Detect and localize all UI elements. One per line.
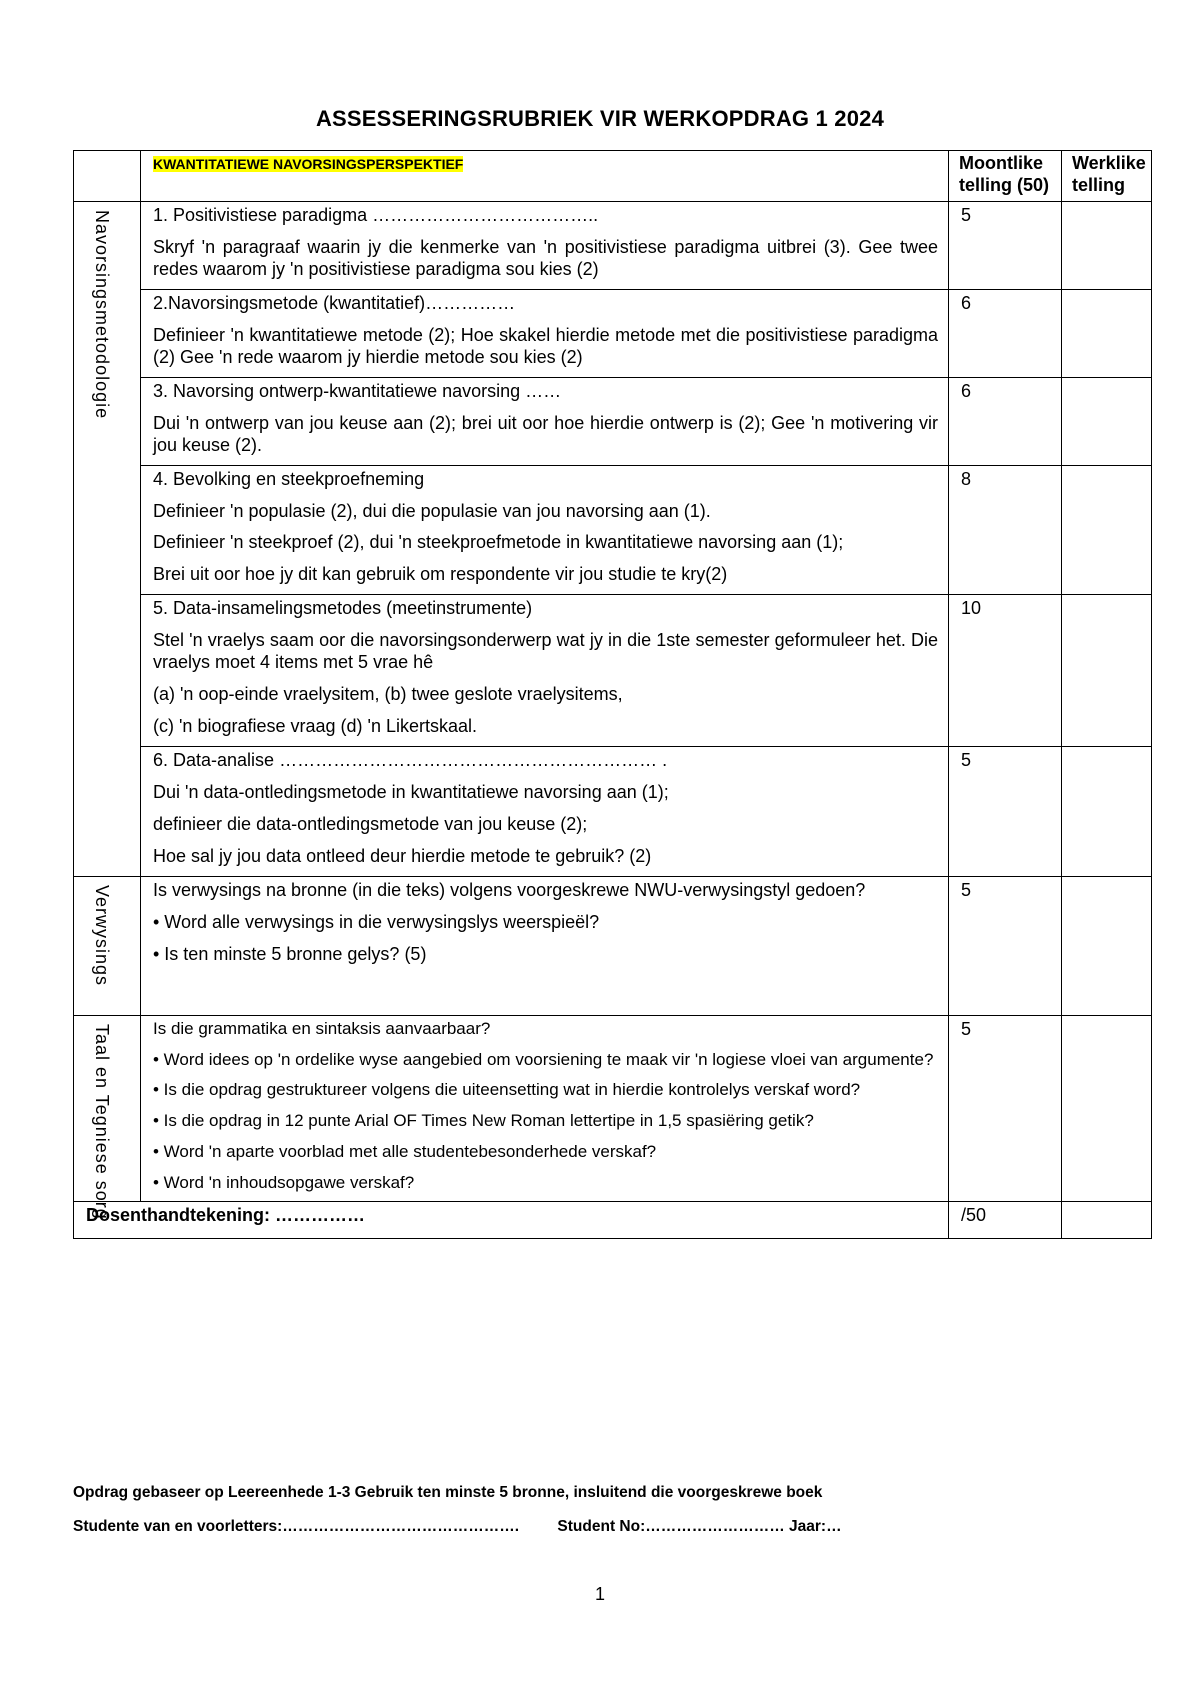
table-row: [74, 465, 1152, 595]
criterion-text: Definieer 'n kwantitatiewe metode (2); Hoe skakel hierdie metode met die positivistiese paradigma (2) Gee 'n rede waarom jy hierdie metode sou kies (2): [153, 324, 938, 367]
actual-score-cell[interactable]: [1062, 747, 1152, 877]
criterion-heading: 2.Navorsingsmetode (kwantitatief)……………: [153, 292, 516, 313]
criterion-cell: [141, 876, 949, 1015]
criterion-cell: [141, 377, 949, 465]
criterion-text: • Word 'n inhoudsopgawe verskaf?: [153, 1172, 415, 1192]
section-label-cell: [74, 202, 141, 877]
criterion-text: Skryf 'n paragraaf waarin jy die kenmerke van 'n positivistiese paradigma uitbrei (3). Gee twee redes waarom jy 'n positivistiese paradigma sou kies (2): [153, 236, 938, 279]
possible-score: 6: [949, 377, 1062, 465]
table-row: [74, 1015, 1152, 1201]
criterion-text: Definieer 'n populasie (2), dui die populasie van jou navorsing aan (1).: [153, 500, 711, 521]
student-details-line: [73, 1518, 842, 1536]
criterion-text: Hoe sal jy jou data ontleed deur hierdie metode te gebruik? (2): [153, 846, 652, 867]
student-names-field[interactable]: Studente van en voorletters:……………………………………….: [73, 1518, 520, 1535]
possible-score-header: Moontlike telling (50): [949, 151, 1062, 202]
criterion-text: • Is ten minste 5 bronne gelys? (5): [153, 943, 427, 964]
criterion-heading: 3. Navorsing ontwerp-kwantitatiewe navorsing ……: [153, 380, 562, 401]
possible-score: 5: [949, 747, 1062, 877]
possible-score: 8: [949, 465, 1062, 595]
section-label-cell: [74, 876, 141, 1015]
page-number: 1: [594, 1584, 605, 1604]
student-number-field[interactable]: Student No:……………………… Jaar:…: [557, 1518, 842, 1535]
total-score: /50: [949, 1202, 1062, 1239]
header-corner-cell: [74, 151, 141, 202]
criterion-heading: 5. Data-insamelingsmetodes (meetinstrumente): [153, 598, 533, 619]
table-row: [74, 202, 1152, 290]
table-row: [74, 876, 1152, 1015]
table-row: [74, 377, 1152, 465]
criterion-cell: [141, 595, 949, 747]
lecturer-signature-field[interactable]: Dosenthandtekening: ……………: [74, 1202, 949, 1239]
criterion-text: Is die grammatika en sintaksis aanvaarbaar?: [153, 1018, 491, 1038]
section-label-cell: [74, 1015, 141, 1220]
perspective-header-cell: [141, 151, 949, 202]
criterion-text: • Is die opdrag gestruktureer volgens die uiteensetting wat in hierdie kontrolelys verskaf word?: [153, 1080, 861, 1100]
criterion-text: • Word 'n aparte voorblad met alle studentebesonderhede verskaf?: [153, 1141, 657, 1161]
criterion-heading: 1. Positivistiese paradigma ………………………………..: [153, 205, 599, 225]
possible-score: 5: [949, 202, 1062, 290]
actual-score-cell[interactable]: [1062, 202, 1152, 290]
criterion-cell: [141, 747, 949, 877]
actual-score-cell[interactable]: [1062, 465, 1152, 595]
criterion-text: • Is die opdrag in 12 punte Arial OF Times New Roman lettertipe in 1,5 spasiëring getik?: [153, 1111, 814, 1131]
assignment-note: Opdrag gebaseer op Leereenhede 1-3 Gebruik ten minste 5 bronne, insluitend die voorgeskrewe boek: [73, 1484, 823, 1501]
criterion-heading: 6. Data-analise ……………………………………………………… .: [153, 750, 668, 771]
actual-score-cell[interactable]: [1062, 1015, 1152, 1201]
criterion-text: Definieer 'n steekproef (2), dui 'n steekproefmetode in kwantitatiewe navorsing aan (1);: [153, 532, 844, 553]
actual-total-cell[interactable]: [1062, 1202, 1152, 1239]
table-row: [74, 289, 1152, 377]
criterion-text: • Word idees op 'n ordelike wyse aangebied om voorsiening te maak vir 'n logiese vloei van argumente?: [153, 1049, 934, 1069]
possible-score: 10: [949, 595, 1062, 747]
criterion-cell: [141, 202, 949, 290]
criterion-text: (c) 'n biografiese vraag (d) 'n Likertskaal.: [153, 716, 478, 737]
table-row: [74, 747, 1152, 877]
section-label-references: Verwysings: [91, 884, 112, 987]
criterion-cell: [141, 289, 949, 377]
criterion-cell: [141, 1015, 949, 1201]
actual-score-header: Werklike telling: [1062, 151, 1152, 202]
actual-score-cell[interactable]: [1062, 876, 1152, 1015]
signature-row: [74, 1202, 1152, 1239]
page-title: ASSESSERINGSRUBRIEK VIR WERKOPDRAG 1 2024: [315, 106, 885, 131]
possible-score: 5: [949, 1015, 1062, 1201]
actual-score-cell[interactable]: [1062, 377, 1152, 465]
actual-score-cell[interactable]: [1062, 289, 1152, 377]
criterion-text: definieer die data-ontledingsmetode van jou keuse (2);: [153, 814, 588, 835]
criterion-text: Dui 'n data-ontledingsmetode in kwantitatiewe navorsing aan (1);: [153, 782, 669, 803]
actual-score-cell[interactable]: [1062, 595, 1152, 747]
criterion-cell: [141, 465, 949, 595]
criterion-text: Brei uit oor hoe jy dit kan gebruik om respondente vir jou studie te kry(2): [153, 564, 728, 585]
criterion-text: • Word alle verwysings in die verwysingslys weerspieël?: [153, 911, 600, 932]
criterion-heading: 4. Bevolking en steekproefneming: [153, 468, 425, 489]
criterion-text: (a) 'n oop-einde vraelysitem, (b) twee geslote vraelysitems,: [153, 684, 623, 705]
assessment-rubric-table: [73, 150, 1152, 1239]
table-row: [74, 595, 1152, 747]
section-label-methodology: Navorsingsmetodologie: [91, 210, 112, 420]
possible-score: 5: [949, 876, 1062, 1015]
criterion-text: Dui 'n ontwerp van jou keuse aan (2); brei uit oor hoe hierdie ontwerp is (2); Gee 'n motivering vir jou keuse (2).: [153, 412, 938, 455]
header-row: [74, 151, 1152, 202]
section-label-language: Taal en Tegniese sorg: [91, 1023, 112, 1220]
possible-score: 6: [949, 289, 1062, 377]
perspective-heading: KWANTITATIEWE NAVORSINGSPERSPEKTIEF: [153, 156, 464, 172]
criterion-text: Is verwysings na bronne (in die teks) volgens voorgeskrewe NWU-verwysingstyl gedoen?: [153, 879, 866, 900]
criterion-text: Stel 'n vraelys saam oor die navorsingsonderwerp wat jy in die 1ste semester geformuleer het. Die vraelys moet 4 items met 5 vrae hê: [153, 630, 938, 673]
